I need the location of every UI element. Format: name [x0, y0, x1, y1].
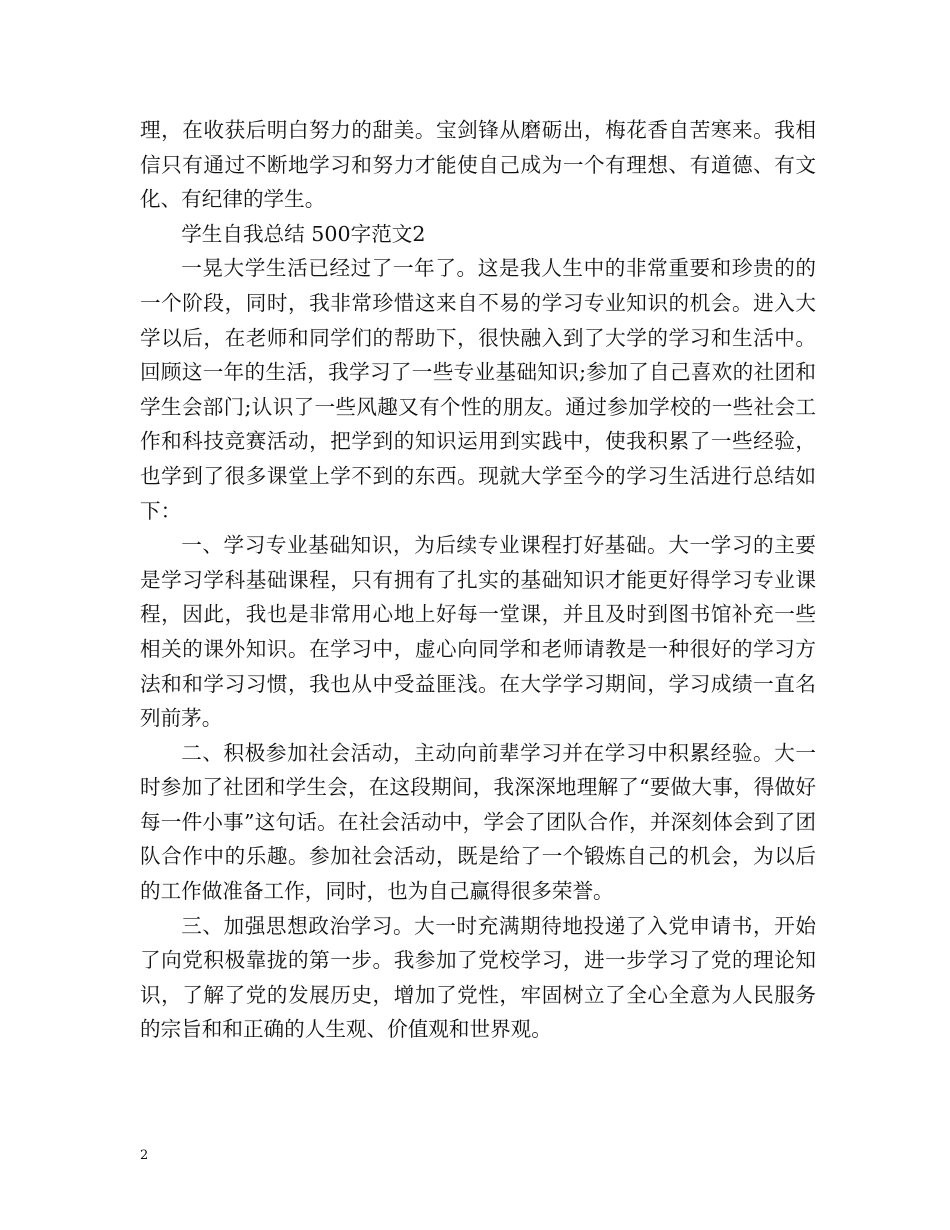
paragraph-point-two: 二、积极参加社会活动，主动向前辈学习并在学习中积累经验。大一时参加了社团和学生会，在这段期间，我深深地理解了“要做大事，得做好每一件小事”这句话。在社会活动中，学会了团队合作，并深刻体会到了团队合作中的乐趣。参加社会活动，既是给了一个锻炼自己的机会，为以后的工作做准备工作，同时，也为自己赢得很多荣誉。 — [140, 740, 816, 904]
paragraph-continuation: 理，在收获后明白努力的甜美。宝剑锋从磨砺出，梅花香自苦寒来。我相信只有通过不断地学习和努力才能使自己成为一个有理想、有道德、有文化、有纪律的学生。 — [140, 118, 816, 212]
page-number: 2 — [140, 1148, 149, 1163]
paragraph-point-one: 一、学习专业基础知识，为后续专业课程打好基础。大一学习的主要是学习学科基础课程，只有拥有了扎实的基础知识才能更好得学习专业课程，因此，我也是非常用心地上好每一堂课，并且及时到图书馆补充一些相关的课外知识。在学习中，虚心向同学和老师请教是一种很好的学习方法和和学习习惯，我也从中受益匪浅。在大学学习期间，学习成绩一直名列前茅。 — [140, 533, 816, 731]
section-heading: 学生自我总结 500字范文2 — [181, 221, 426, 246]
paragraph-intro: 一晃大学生活已经过了一年了。这是我人生中的非常重要和珍贵的的一个阶段，同时，我非常珍惜这来自不易的学习专业知识的机会。进入大学以后，在老师和同学们的帮助下，很快融入到了大学的学习和生活中。回顾这一年的生活，我学习了一些专业基础知识;参加了自己喜欢的社团和学生会部门;认识了一些风趣又有个性的朋友。通过参加学校的一些社会工作和科技竞赛活动，把学到的知识运用到实践中，使我积累了一些经验，也学到了很多课堂上学不到的东西。现就大学至今的学习生活进行总结如下： — [140, 256, 816, 523]
paragraph-point-three: 三、加强思想政治学习。大一时充满期待地投递了入党申请书，开始了向党积极靠拢的第一步。我参加了党校学习，进一步学习了党的理论知识，了解了党的发展历史，增加了党性，牢固树立了全心全意为人民服务的宗旨和和正确的人生观、价值观和世界观。 — [140, 913, 816, 1042]
document-body — [140, 113, 816, 1047]
